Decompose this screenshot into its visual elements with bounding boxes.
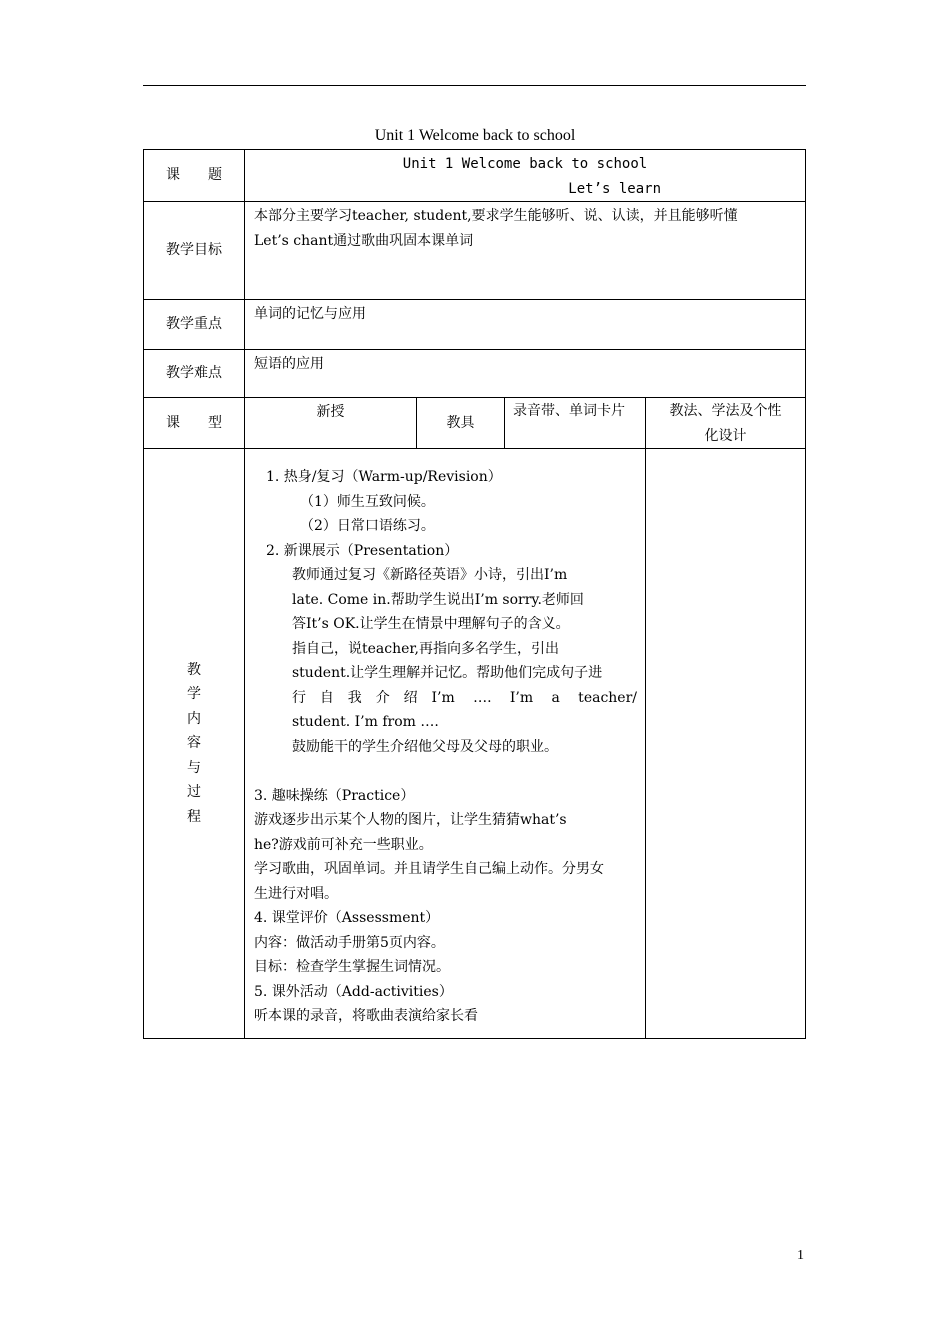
row-objective	[144, 202, 806, 300]
process-line: 鼓励能干的学生介绍他父母及父母的职业。	[292, 738, 558, 755]
process-line: 5. 课外活动（Add-activities）	[254, 983, 453, 1000]
tools-value: 录音带、单词卡片	[505, 398, 646, 449]
process-line: 3. 趣味操练（Practice）	[254, 787, 415, 804]
lesson-plan-table	[143, 149, 806, 1039]
header-rule	[143, 85, 806, 86]
process-label-char: 与	[187, 759, 201, 776]
process-line: （1）师生互致问候。	[300, 493, 435, 510]
method-label: 教法、学法及个性化设计	[646, 398, 806, 449]
objective-label: 教学目标	[144, 202, 245, 300]
topic-line-2: Let’s learn	[568, 180, 661, 197]
row-key-point	[144, 300, 806, 350]
objective-value	[245, 202, 806, 300]
process-line: late. Come in.帮助学生说出I’m sorry.老师回	[292, 591, 584, 608]
difficulty-label: 教学难点	[144, 350, 245, 398]
process-label-char: 过	[187, 784, 201, 801]
process-line: 听本课的录音，将歌曲表演给家长看	[254, 1008, 478, 1024]
process-line: 内容：做活动手册第5页内容。	[254, 934, 445, 951]
lesson-type-value: 新授	[245, 398, 417, 449]
process-line: student.让学生理解并记忆。帮助他们完成句子进	[292, 665, 603, 681]
key-point-value: 单词的记忆与应用	[245, 300, 806, 350]
process-line: student. I’m from ….	[292, 714, 439, 730]
difficulty-value: 短语的应用	[245, 350, 806, 398]
row-topic	[144, 150, 806, 202]
process-line: 指自己，说teacher,再指向多名学生，引出	[292, 640, 560, 657]
process-label-char: 学	[187, 686, 201, 703]
process-line: 生进行对唱。	[254, 885, 338, 902]
process-label-char: 容	[187, 735, 201, 752]
process-line: 答It’s OK.让学生在情景中理解句子的含义。	[292, 616, 570, 632]
process-line: （2）日常口语练习。	[300, 518, 435, 534]
process-line	[254, 759, 637, 784]
process-label-char: 内	[187, 710, 201, 727]
page-number: 1	[797, 1248, 804, 1263]
process-line: 1. 热身/复习（Warm-up/Revision）	[266, 469, 502, 485]
objective-line-2: Let’s chant通过歌曲巩固本课单词	[254, 232, 474, 249]
process-line: 学习歌曲，巩固单词。并且请学生自己编上动作。分男女	[254, 861, 604, 877]
process-line: 教师通过复习《新路径英语》小诗，引出I’m	[292, 567, 568, 583]
document-title: Unit 1 Welcome back to school	[374, 127, 576, 144]
process-label	[144, 449, 245, 1039]
key-point-label: 教学重点	[144, 300, 245, 350]
process-line: 目标：检查学生掌握生词情况。	[254, 959, 450, 975]
tools-label: 教具	[417, 398, 505, 449]
process-line: 4. 课堂评价（Assessment）	[254, 910, 440, 926]
process-line: 2. 新课展示（Presentation）	[266, 542, 459, 559]
row-difficulty	[144, 350, 806, 398]
row-process	[144, 449, 806, 1039]
process-line: 行自我介绍I’m …. I’m a teacher/	[292, 689, 637, 706]
process-label-char: 程	[187, 808, 201, 825]
objective-line-1: 本部分主要学习teacher, student,要求学生能够听、说、认读，并且能够听懂	[254, 208, 738, 224]
process-line: 游戏逐步出示某个人物的图片，让学生猜猜what’s	[254, 812, 567, 828]
personalized-design-cell	[646, 449, 806, 1039]
topic-label: 课 题	[144, 150, 245, 202]
lesson-type-label: 课 型	[144, 398, 245, 449]
process-label-char: 教	[187, 661, 201, 678]
row-lesson-type	[144, 398, 806, 449]
process-content	[245, 449, 646, 1039]
topic-line-1: Unit 1 Welcome back to school	[402, 156, 648, 172]
process-line: he?游戏前可补充一些职业。	[254, 836, 433, 853]
topic-value	[245, 150, 806, 202]
